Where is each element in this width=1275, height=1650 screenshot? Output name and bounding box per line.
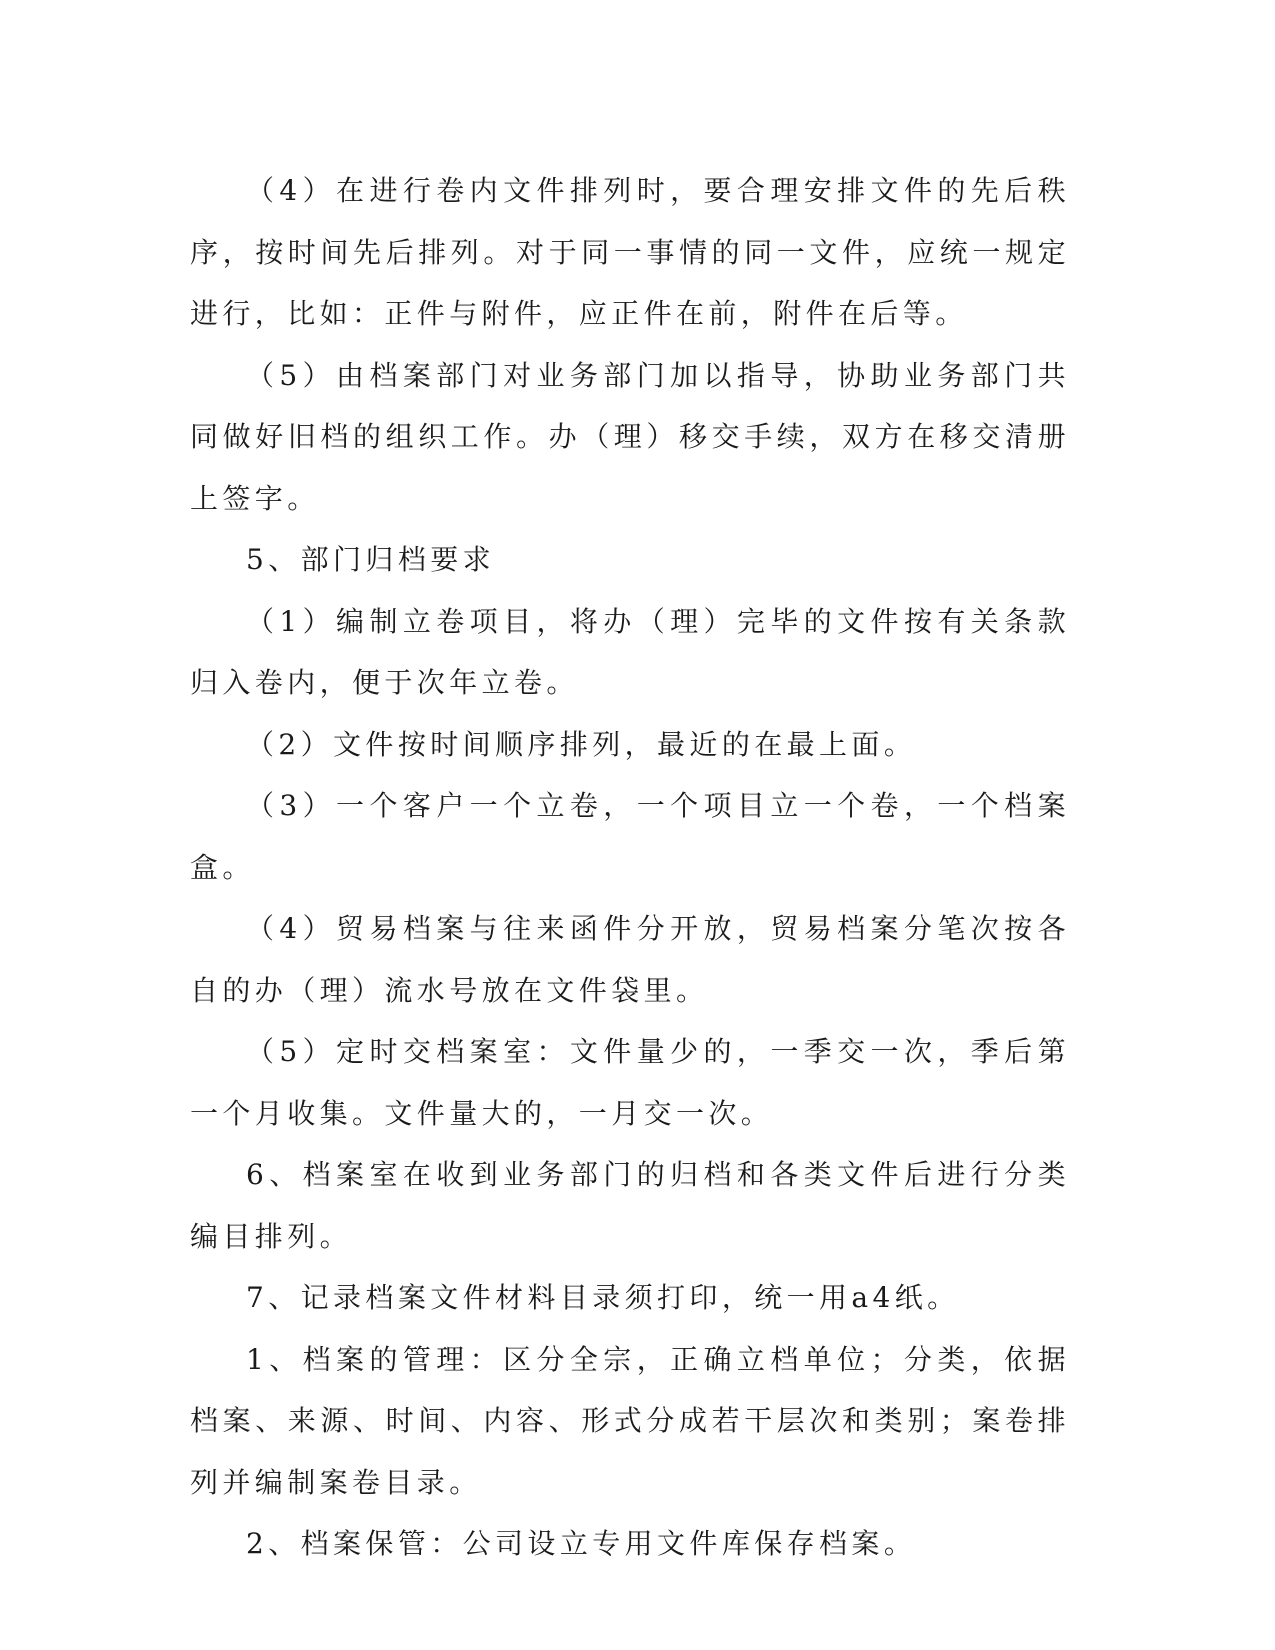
document-body — [190, 160, 1070, 1575]
paragraph-4-trade: （4）贸易档案与往来函件分开放，贸易档案分笔次按各自的办（理）流水号放在文件袋里。 — [190, 912, 1070, 1007]
paragraph-2-order: （2）文件按时间顺序排列，最近的在最上面。 — [246, 727, 917, 761]
section-item-6: 6、档案室在收到业务部门的归档和各类文件后进行分类编目排列。 — [190, 1158, 1070, 1253]
paragraph-4-sorting: （4）在进行卷内文件排列时，要合理安排文件的先后秩序，按时间先后排列。对于同一事情的同一文件，应统一规定进行，比如：正件与附件，应正件在前，附件在后等。 — [190, 174, 1070, 330]
paragraph-3-client: （3）一个客户一个立卷，一个项目立一个卷，一个档案盒。 — [190, 789, 1070, 884]
section-item-2-storage: 2、档案保管：公司设立专用文件库保存档案。 — [246, 1527, 917, 1560]
paragraph-5-guidance: （5）由档案部门对业务部门加以指导，协助业务部门共同做好旧档的组织工作。办（理）移交手续，双方在移交清册上签字。 — [190, 358, 1070, 515]
paragraph-5-schedule: （5）定时交档案室：文件量少的，一季交一次，季后第一个月收集。文件量大的，一月交一次。 — [190, 1035, 1070, 1130]
section-heading-5: 5、部门归档要求 — [246, 543, 496, 576]
paragraph-1-compile: （1）编制立卷项目，将办（理）完毕的文件按有关条款归入卷内，便于次年立卷。 — [190, 604, 1070, 699]
section-item-7: 7、记录档案文件材料目录须打印，统一用a4纸。 — [246, 1281, 960, 1314]
section-item-1-management: 1、档案的管理：区分全宗，正确立档单位；分类，依据档案、来源、时间、内容、形式分成若干层次和类别；案卷排列并编制案卷目录。 — [190, 1342, 1070, 1499]
